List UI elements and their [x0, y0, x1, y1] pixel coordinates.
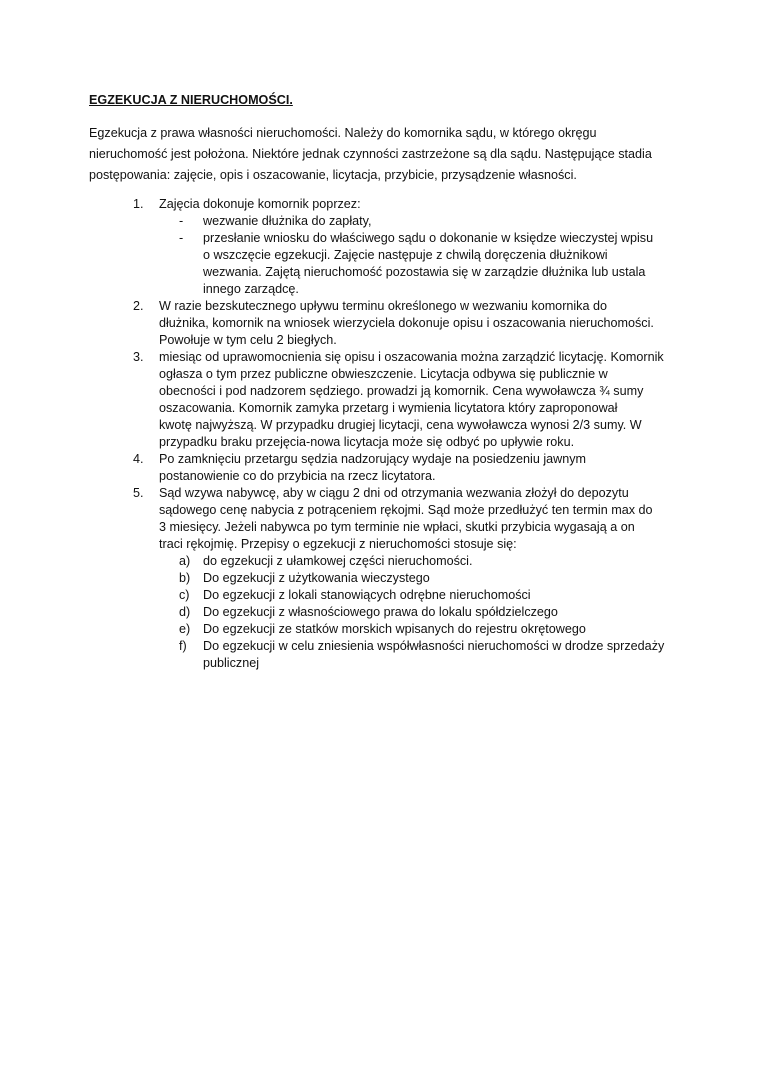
item-line: Sąd wzywa nabywcę, aby w ciągu 2 dni od otrzymania wezwania złożył do depozytu: [159, 486, 629, 500]
item-line: publicznej: [203, 656, 260, 670]
item-line: 3 miesięcy. Jeżeli nabywca po tym terminie nie wpłaci, skutki przybicia wygasają a on: [159, 520, 635, 534]
document-title: EGZEKUCJA Z NIERUCHOMOŚCI.: [89, 93, 293, 107]
list-item-3: [89, 349, 675, 451]
item-line: Zajęcia dokonuje komornik poprzez:: [159, 197, 361, 211]
letter-marker: f): [179, 639, 187, 653]
lettered-item-f: [159, 638, 675, 672]
letter-marker: e): [179, 622, 191, 636]
intro-line: postępowania: zajęcie, opis i oszacowanie, licytacja, przybicie, przysądzenie własności.: [89, 168, 577, 182]
item-line: Powołuje w tym celu 2 biegłych.: [159, 333, 337, 347]
lettered-item-d: [159, 604, 675, 621]
item-line: postanowienie co do przybicia na rzecz licytatora.: [159, 469, 436, 483]
letter-marker: b): [179, 571, 191, 585]
item-line: sądowego cenę nabycia z potrąceniem rękojmi. Sąd może przedłużyć ten termin max do: [159, 503, 653, 517]
letter-marker: a): [179, 554, 191, 568]
lettered-item-b: [159, 570, 675, 587]
numbered-list: [89, 196, 675, 672]
item-line: Po zamknięciu przetargu sędzia nadzorujący wydaje na posiedzeniu jawnym: [159, 452, 587, 466]
list-marker: 1.: [133, 197, 144, 211]
lettered-item-a: [159, 553, 675, 570]
item-line: dłużnika, komornik na wniosek wierzyciela dokonuje opisu i oszacowania nieruchomości.: [159, 316, 654, 330]
list-marker: 3.: [133, 350, 144, 364]
item-line: wezwania. Zajętą nieruchomość pozostawia się w zarządzie dłużnika lub ustala: [203, 265, 646, 279]
letter-marker: c): [179, 588, 190, 602]
item-line: o wszczęcie egzekucji. Zajęcie następuje z chwilą doręczenia dłużnikowi: [203, 248, 608, 262]
list-marker: 4.: [133, 452, 144, 466]
item-line: do egzekucji z ułamkowej części nieruchomości.: [203, 554, 473, 568]
lettered-item-c: [159, 587, 675, 604]
item-line: Do egzekucji z użytkowania wieczystego: [203, 571, 430, 585]
dash-item: [159, 230, 675, 298]
item-line: obecności i pod nadzorem sędziego. prowadzi ją komornik. Cena wywoławcza ¾ sumy: [159, 384, 644, 398]
list-item-5: [89, 485, 675, 672]
item-line: Do egzekucji w celu zniesienia współwłasności nieruchomości w drodze sprzedaży: [203, 639, 665, 653]
dash-marker: -: [179, 214, 184, 228]
item-line: wezwanie dłużnika do zapłaty,: [203, 214, 372, 228]
item-line: przesłanie wniosku do właściwego sądu o dokonanie w księdze wieczystej wpisu: [203, 231, 654, 245]
list-item-2: [89, 298, 675, 349]
list-item-1: [89, 196, 675, 298]
list-item-4: [89, 451, 675, 485]
item-line: Do egzekucji ze statków morskich wpisanych do rejestru okrętowego: [203, 622, 586, 636]
lettered-item-e: [159, 621, 675, 638]
intro-paragraph: [89, 123, 652, 186]
item-line: Do egzekucji z własnościowego prawa do lokalu spółdzielczego: [203, 605, 558, 619]
item-line: ogłasza o tym przez publiczne obwieszczenie. Licytacja odbywa się publicznie w: [159, 367, 608, 381]
intro-line: Egzekucja z prawa własności nieruchomości. Należy do komornika sądu, w którego okręgu: [89, 126, 597, 140]
dash-marker: -: [179, 231, 184, 245]
item-line: oszacowania. Komornik zamyka przetarg i wymienia licytatora który zaproponował: [159, 401, 618, 415]
list-marker: 2.: [133, 299, 144, 313]
item-line: miesiąc od uprawomocnienia się opisu i oszacowania można zarządzić licytację. Komornik: [159, 350, 664, 364]
letter-marker: d): [179, 605, 191, 619]
dash-item: [159, 213, 675, 230]
list-marker: 5.: [133, 486, 144, 500]
lettered-list: [159, 553, 675, 672]
item-line: traci rękojmię. Przepisy o egzekucji z nieruchomości stosuje się:: [159, 537, 517, 551]
dash-list: [159, 213, 675, 298]
item-line: innego zarządcę.: [203, 282, 299, 296]
item-line: kwotę najwyższą. W przypadku drugiej licytacji, cena wywoławcza wynosi 2/3 sumy. W: [159, 418, 642, 432]
item-line: W razie bezskutecznego upływu terminu określonego w wezwaniu komornika do: [159, 299, 607, 313]
item-line: Do egzekucji z lokali stanowiących odrębne nieruchomości: [203, 588, 531, 602]
item-line: przypadku braku przejęcia-nowa licytacja może się odbyć po upływie roku.: [159, 435, 575, 449]
intro-line: nieruchomość jest położona. Niektóre jednak czynności zastrzeżone są dla sądu. Następujące stadia: [89, 147, 652, 161]
